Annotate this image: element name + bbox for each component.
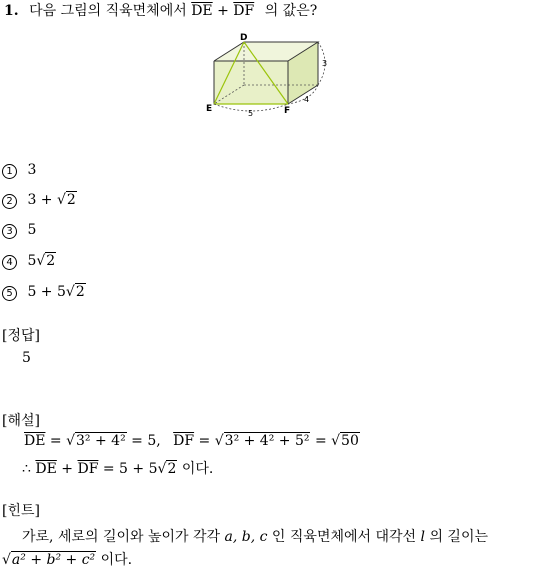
sqrt-sign: √ [65,284,75,300]
hint-text-b: 인 직육면체에서 대각선 [271,529,417,545]
choice-4[interactable] [2,253,56,270]
cuboid-figure [200,28,340,123]
hint-vars: a, b, c [224,529,268,545]
label-f: F [284,106,291,116]
segment-df: $\overline{DF}$ [77,461,99,477]
hint-text-c: 의 길이는 [429,529,488,545]
therefore-symbol: ∴ [22,461,31,477]
tail-text: 이다. [181,461,214,477]
front-face [214,61,288,104]
radicand: 3² + 4² + 5² [224,433,310,449]
choice-5[interactable] [2,284,86,301]
segment-de: $\overline{DE}$ [191,3,213,19]
radicand: 50 [341,433,359,449]
choice-text: 3 [27,162,37,178]
choice-text: 5 [27,222,37,238]
label-e: E [206,104,213,114]
sqrt-sign: √ [36,253,46,269]
segment-de: $\overline{DE}$ [24,433,46,449]
hint-l: l [420,529,425,545]
question-line [4,0,317,20]
segment-df: $\overline{DF}$ [233,3,255,19]
sqrt-sign: √ [66,433,76,449]
radicand: 3² + 4² [76,433,126,449]
sqrt-sign: √ [157,461,167,477]
choice-marker: 5 [2,286,17,301]
question-number: 1. [4,3,19,19]
hint-heading: [힌트] [2,503,40,519]
radicand: 2 [66,192,76,208]
choice-marker: 1 [2,164,17,179]
radicand: 2 [46,253,56,269]
choice-marker: 3 [2,224,17,239]
solution-line-2: ∴ $\overline{DE} + \overline{DF} = 5 + 5√2$ 이다. [22,461,214,477]
choice-2[interactable] [2,192,77,209]
solution-heading: [해설] [2,413,40,429]
plus-sign: + [217,3,229,19]
choice-3[interactable] [2,222,36,239]
sqrt-sign: √ [2,552,11,568]
dim-height: 3 [322,59,328,68]
tail-text: 이다. [100,552,133,568]
hint-text-a: 가로, 세로의 길이와 높이가 각각 [22,529,221,545]
choice-text: 5 + 5 [27,284,66,300]
answer-heading: [정답] [2,328,40,344]
choice-marker: 2 [2,194,17,209]
dim-width: 5 [248,109,254,118]
label-d: D [240,33,248,43]
sqrt-sign: √ [214,433,224,449]
answer-value: 5 [22,350,31,366]
solution-line-1: $\overline{DE} = √3^2 + 4^2 = 5$, $\overline{DF} = √3^2 + 4^2 + 5^2 = √50$ [24,433,359,449]
radicand: a² + b² + c² [11,552,96,568]
segment-df: $\overline{DF}$ [173,433,195,449]
choice-1[interactable] [2,162,36,179]
radicand: 2 [75,284,85,300]
dim-depth: 4 [304,95,310,104]
sqrt-sign: √ [57,192,66,208]
hint-line-2 [2,549,132,569]
radicand: 2 [167,461,177,477]
sqrt-sign: √ [331,433,341,449]
segment-de: $\overline{DE}$ [35,461,57,477]
result: = 5, [131,433,161,449]
expression: = 5 + 5 [102,461,158,477]
choice-text: 3 + [27,192,53,208]
question-text-before: 다음 그림의 직육면체에서 [29,3,187,19]
choice-marker: 4 [2,255,17,270]
choice-text: 5 [27,253,37,269]
question-text-after: 의 값은? [264,3,318,19]
hint-line-1 [22,526,488,546]
